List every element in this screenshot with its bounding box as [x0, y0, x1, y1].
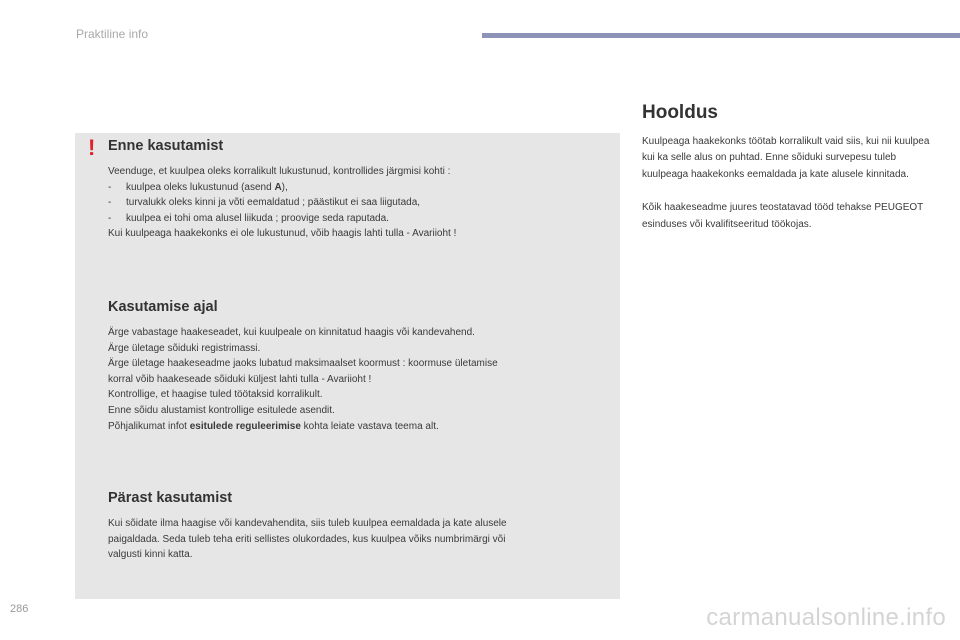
list-dash: - [108, 212, 112, 224]
section-title-during-use: Kasutamise ajal [108, 299, 218, 315]
watermark-text: carmanualsonline.info [706, 604, 946, 631]
page-header-title: Praktiline info [76, 27, 149, 41]
before-use-item-3 [108, 211, 608, 227]
section-during-use [108, 299, 608, 434]
list-dash: - [108, 197, 112, 209]
during-use-line: Enne sõidu alustamist kontrollige esitulede asendit. [108, 404, 335, 416]
during-use-line: korral võib haakeseade sõiduki küljest lahti tulla - Avariioht ! [108, 373, 372, 385]
position-letter: A [274, 181, 282, 193]
list-item-text: kuulpea oleks lukustunud (asend [126, 181, 275, 193]
header-accent-bar [482, 33, 960, 38]
section-after-use [108, 490, 608, 563]
list-item-text: turvalukk oleks kinni ja võti eemaldatud ; päästikut ei saa liigutada, [126, 197, 421, 209]
after-use-line: Kui sõidate ilma haagise või kandevahendita, siis tuleb kuulpea eemaldada ja kate alusele [108, 518, 507, 529]
before-use-outro: Kui kuulpeaga haakekonks ei ole lukustunud, võib haagis lahti tulla - Avariioht ! [108, 228, 457, 240]
maintenance-line: Kuulpeaga haakekonks töötab korralikult vaid [642, 136, 844, 147]
reference-prefix: Põhjalikumat infot [108, 420, 190, 432]
maintenance-line: haakekonks eemaldada ja kate alusele [690, 168, 864, 180]
maintenance-section [642, 102, 932, 233]
during-use-line: Ärge ületage haakeseadme jaoks lubatud maksimaalset koormust : koormuse ületamise [108, 358, 498, 370]
section-before-use [108, 138, 608, 242]
maintenance-line: kinnitada. [866, 168, 909, 180]
maintenance-paragraph-2 [642, 200, 932, 233]
during-use-last-line [108, 419, 608, 435]
list-item-suffix: ), [281, 181, 288, 193]
maintenance-line: Enne sõiduki survepesu tuleb kuulpeaga [642, 152, 897, 180]
maintenance-line: kvalifitseeritud töökojas. [705, 218, 812, 230]
page-number: 286 [10, 603, 29, 615]
before-use-item-1 [108, 180, 608, 196]
list-dash: - [108, 181, 112, 193]
list-item-text: kuulpea ei tohi oma alusel liikuda ; proovige seda raputada. [126, 212, 389, 224]
maintenance-line: Kõik haakeseadme juures teostatavad [642, 202, 812, 214]
section-title-after-use: Pärast kasutamist [108, 490, 233, 506]
maintenance-line: tööd tehakse PEUGEOT esinduses või [642, 202, 924, 230]
maintenance-title: Hooldus [642, 102, 718, 123]
during-use-line: Ärge ületage sõiduki registrimassi. [108, 342, 261, 354]
before-use-intro: Veenduge, et kuulpea oleks korralikult lukustunud, kontrollides järgmisi kohti : [108, 166, 451, 177]
during-use-line: Ärge vabastage haakeseadet, kui kuulpeale on kinnitatud haagis või kandevahend. [108, 327, 475, 338]
maintenance-paragraph-1 [642, 134, 932, 183]
reference-suffix: kohta leiate vastava teema alt. [300, 420, 439, 432]
during-use-line: Kontrollige, et haagise tuled töötaksid korralikult. [108, 389, 323, 401]
before-use-item-2 [108, 195, 608, 211]
warning-exclamation-icon: ! [88, 135, 96, 160]
maintenance-line: siis, kui nii kuulpea kui ka selle alus on puhtad. [642, 136, 930, 164]
reference-topic: esitulede reguleerimise [189, 420, 301, 432]
after-use-line: paigaldada. Seda tuleb teha eriti sellistes olukordades, kus kuulpea võiks numbrimärgi või [108, 533, 506, 545]
after-use-line: valgusti kinni katta. [108, 549, 193, 561]
section-title-before-use: Enne kasutamist [108, 138, 224, 154]
